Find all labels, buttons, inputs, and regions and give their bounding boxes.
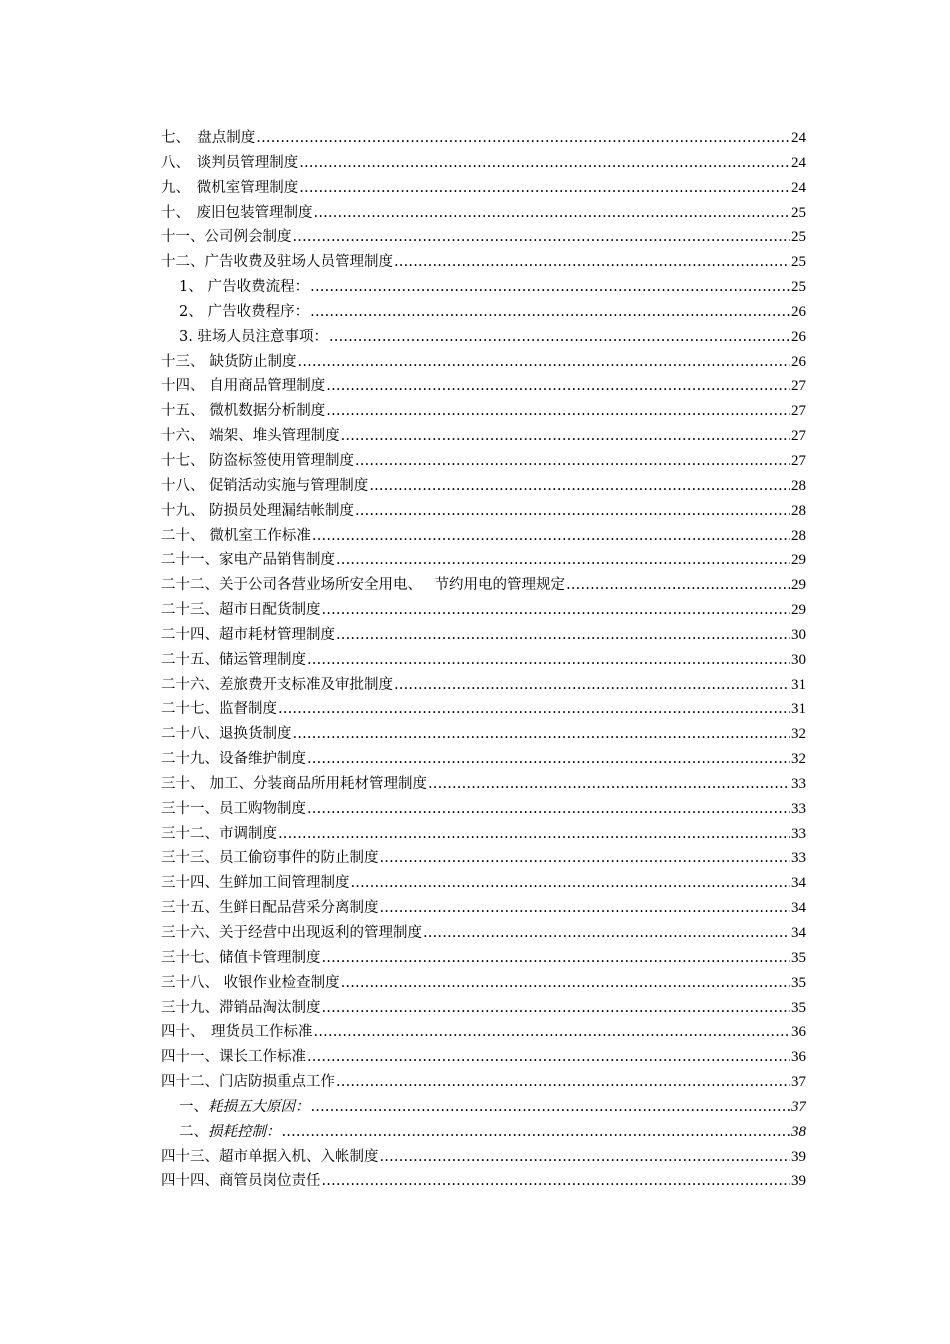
toc-entry-title: 理货员工作标准 — [211, 1024, 313, 1041]
toc-entry-number: 四十、 — [161, 1024, 205, 1041]
toc-leader-dots — [326, 374, 790, 399]
toc-entry-number: 二十七、 — [161, 701, 219, 718]
toc-entry-page: 34 — [791, 925, 806, 941]
toc-entry[interactable] — [161, 548, 806, 573]
toc-entry-title: 差旅费开支标准及审批制度 — [219, 676, 393, 693]
toc-entry[interactable] — [161, 623, 806, 648]
toc-entry-page: 25 — [791, 279, 806, 296]
toc-entry-page: 33 — [791, 800, 806, 817]
toc-entry-title: 门店防损重点工作 — [219, 1074, 335, 1091]
toc-entry-page: 35 — [791, 949, 806, 966]
toc-entry[interactable] — [161, 474, 806, 499]
toc-entry-number: 四十三、 — [161, 1148, 219, 1165]
toc-entry[interactable] — [161, 201, 806, 226]
toc-entry[interactable] — [161, 499, 806, 524]
toc-entry-page: 27 — [791, 378, 806, 395]
toc-entry[interactable] — [161, 871, 806, 896]
toc-entry-title: 端架、堆头管理制度 — [209, 428, 340, 445]
toc-entry[interactable] — [161, 747, 806, 772]
toc-entry-title: 废旧包装管理制度 — [196, 204, 313, 221]
toc-entry-page: 39 — [791, 1173, 806, 1190]
toc-entry-page: 28 — [791, 477, 806, 494]
toc-entry-number: 四十四、 — [161, 1173, 219, 1190]
toc-leader-dots — [298, 350, 790, 375]
toc-entry-page: 24 — [791, 154, 806, 171]
toc-entry-page: 35 — [791, 999, 806, 1016]
toc-entry[interactable] — [161, 722, 806, 747]
toc-entry-page: 34 — [791, 875, 806, 892]
toc-entry-title: 防盗标签使用管理制度 — [208, 452, 354, 469]
toc-leader-dots — [336, 548, 790, 573]
toc-entry[interactable] — [161, 176, 806, 201]
toc-entry-page: 29 — [791, 602, 806, 619]
toc-entry-title: 耗损五大原因： — [208, 1098, 310, 1115]
toc-leader-dots — [322, 598, 791, 623]
toc-leader-dots — [326, 399, 790, 424]
toc-leader-dots — [256, 126, 790, 151]
toc-entry-page: 36 — [791, 1049, 806, 1066]
toc-entry-number: 二十八、 — [161, 726, 219, 743]
toc-entry[interactable] — [161, 1020, 806, 1045]
toc-entry-title: 收银作业检查制度 — [223, 974, 340, 991]
toc-entry-number: 十六、 — [161, 428, 205, 445]
toc-entry-title: 课长工作标准 — [219, 1049, 306, 1066]
toc-entry-number: 九、 — [161, 179, 190, 196]
toc-leader-dots — [369, 474, 790, 499]
toc-entry[interactable] — [161, 350, 806, 375]
toc-leader-dots — [293, 722, 791, 747]
toc-entry[interactable] — [161, 225, 806, 250]
toc-entry[interactable] — [161, 573, 806, 598]
toc-entry-number: 十、 — [161, 204, 190, 221]
toc-leader-dots — [341, 971, 790, 996]
toc-entry[interactable] — [161, 822, 806, 847]
toc-entry-title: 谈判员管理制度 — [196, 154, 299, 171]
toc-leader-dots — [278, 697, 790, 722]
toc-entry[interactable] — [161, 300, 806, 325]
toc-entry-page: 30 — [791, 626, 806, 643]
toc-entry[interactable] — [161, 151, 806, 176]
toc-entry[interactable] — [161, 424, 806, 449]
toc-leader-dots — [282, 1120, 791, 1145]
toc-entry-title: 员工购物制度 — [219, 800, 306, 817]
toc-leader-dots — [380, 1145, 791, 1170]
toc-leader-dots — [336, 1070, 790, 1095]
toc-leader-dots — [336, 623, 790, 648]
toc-leader-dots — [423, 921, 790, 946]
toc-leader-dots — [428, 772, 790, 797]
toc-entry[interactable] — [161, 275, 806, 300]
toc-entry-page: 29 — [791, 552, 806, 569]
toc-entry-number: 三十七、 — [161, 949, 219, 966]
toc-entry-title: 超市单据入机、入帐制度 — [219, 1148, 379, 1165]
toc-leader-dots — [299, 176, 790, 201]
toc-leader-dots — [341, 424, 790, 449]
toc-entry-title: 驻场人员注意事项： — [197, 328, 328, 345]
toc-entry[interactable] — [161, 598, 806, 623]
toc-entry[interactable] — [161, 449, 806, 474]
toc-entry[interactable] — [161, 846, 806, 871]
table-of-contents — [161, 126, 806, 1194]
toc-entry-number: 1、 — [179, 279, 203, 296]
toc-leader-dots — [322, 946, 791, 971]
toc-entry[interactable] — [161, 673, 806, 698]
toc-entry-number: 三十二、 — [161, 825, 219, 842]
toc-entry[interactable] — [161, 697, 806, 722]
toc-entry-title: 盘点制度 — [197, 130, 256, 146]
toc-entry-page: 35 — [791, 974, 806, 991]
toc-entry[interactable] — [161, 325, 806, 350]
toc-entry-title: 防损员处理漏结帐制度 — [208, 502, 354, 519]
toc-entry[interactable] — [161, 1095, 806, 1120]
toc-entry-title: 微机数据分析制度 — [209, 403, 326, 420]
toc-entry-number: 二、 — [179, 1123, 208, 1140]
toc-entry-title: 家电产品销售制度 — [219, 552, 335, 569]
toc-entry-title: 商管员岗位责任 — [219, 1173, 321, 1190]
toc-entry-number: 二十四、 — [161, 626, 219, 643]
toc-entry-title: 广告收费流程： — [207, 279, 310, 296]
toc-entry[interactable] — [161, 971, 806, 996]
toc-entry-title: 生鲜加工间管理制度 — [219, 875, 350, 892]
toc-entry[interactable] — [161, 1045, 806, 1070]
toc-entry-title-continued: 节约用电的管理规定 — [434, 577, 566, 594]
toc-entry-number: 十二、 — [161, 254, 205, 271]
toc-entry-page: 38 — [791, 1123, 806, 1140]
toc-entry-title: 超市耗材管理制度 — [219, 626, 335, 643]
toc-entry-title: 超市日配货制度 — [219, 602, 321, 619]
toc-entry-title: 市调制度 — [219, 825, 277, 842]
toc-entry-page: 29 — [791, 577, 806, 594]
toc-entry-number: 三十四、 — [161, 875, 219, 892]
toc-entry[interactable] — [161, 797, 806, 822]
toc-entry-number: 十八、 — [161, 477, 205, 494]
toc-entry-number: 三十五、 — [161, 900, 219, 917]
toc-leader-dots — [351, 871, 791, 896]
toc-entry-title: 缺货防止制度 — [209, 353, 297, 370]
toc-entry-title: 公司例会制度 — [204, 229, 292, 246]
toc-entry-page: 27 — [791, 403, 806, 420]
toc-entry-number: 三十一、 — [161, 800, 219, 817]
toc-entry-page: 33 — [791, 775, 806, 792]
toc-entry-number: 二十二、 — [161, 577, 219, 594]
toc-entry[interactable] — [161, 126, 806, 151]
toc-entry-title: 微机室管理制度 — [196, 179, 299, 196]
toc-entry-number: 3. — [179, 328, 193, 345]
toc-entry-number: 十九、 — [161, 502, 205, 519]
toc-entry-page: 36 — [791, 1024, 806, 1041]
toc-leader-dots — [380, 896, 791, 921]
toc-leader-dots — [380, 846, 791, 871]
toc-entry-title: 微机室工作标准 — [209, 527, 311, 544]
toc-entry-number: 三十八、 — [161, 974, 219, 991]
toc-entry[interactable] — [161, 399, 806, 424]
toc-entry-number: 二十、 — [161, 527, 205, 544]
toc-entry[interactable] — [161, 772, 806, 797]
toc-entry-number: 二十一、 — [161, 552, 219, 569]
toc-entry-number: 八、 — [161, 154, 190, 171]
toc-entry[interactable] — [161, 374, 806, 399]
toc-entry-page: 31 — [791, 676, 806, 693]
toc-entry-page: 31 — [791, 701, 806, 718]
toc-entry[interactable] — [161, 1120, 806, 1145]
toc-entry-number: 十四、 — [161, 378, 205, 395]
toc-leader-dots — [312, 524, 790, 549]
toc-entry-page: 25 — [791, 254, 806, 271]
toc-leader-dots — [310, 275, 790, 300]
toc-entry[interactable] — [161, 1145, 806, 1170]
toc-entry-title: 退换货制度 — [219, 726, 292, 743]
toc-entry-number: 一、 — [179, 1098, 208, 1115]
toc-entry-number: 十一、 — [161, 229, 205, 246]
toc-entry[interactable] — [161, 1169, 806, 1194]
toc-entry-title: 加工、分装商品所用耗材管理制度 — [209, 775, 427, 792]
toc-entry[interactable] — [161, 996, 806, 1021]
toc-entry-page: 27 — [791, 428, 806, 445]
toc-leader-dots — [311, 1095, 791, 1120]
toc-entry-title: 设备维护制度 — [219, 751, 306, 768]
toc-entry-page: 26 — [791, 353, 806, 370]
toc-leader-dots — [307, 648, 790, 673]
toc-entry-title: 生鲜日配品营采分离制度 — [219, 900, 379, 917]
toc-entry-page: 30 — [791, 651, 806, 668]
toc-entry[interactable] — [161, 524, 806, 549]
toc-entry-title: 关于经营中出现返利的管理制度 — [219, 925, 422, 941]
toc-entry-title: 广告收费程序： — [207, 303, 310, 320]
toc-entry-number: 二十五、 — [161, 651, 219, 668]
toc-entry[interactable] — [161, 921, 806, 946]
toc-entry-page: 24 — [791, 130, 806, 146]
toc-leader-dots — [293, 225, 791, 250]
toc-entry-number: 二十六、 — [161, 676, 219, 693]
toc-leader-dots — [307, 747, 790, 772]
toc-leader-dots — [329, 325, 790, 350]
toc-leader-dots — [394, 673, 790, 698]
toc-leader-dots — [355, 449, 790, 474]
toc-entry[interactable] — [161, 1070, 806, 1095]
toc-entry-number: 三十、 — [161, 775, 205, 792]
toc-leader-dots — [566, 573, 790, 598]
toc-entry[interactable] — [161, 896, 806, 921]
toc-entry-number: 三十九、 — [161, 999, 219, 1016]
toc-leader-dots — [299, 151, 790, 176]
toc-entry-page: 37 — [791, 1074, 806, 1091]
toc-entry[interactable] — [161, 648, 806, 673]
toc-entry-page: 37 — [791, 1098, 806, 1115]
toc-entry-page: 25 — [791, 229, 806, 246]
toc-entry-page: 33 — [791, 850, 806, 867]
toc-entry-page: 32 — [791, 726, 806, 743]
toc-entry-title: 促销活动实施与管理制度 — [208, 477, 369, 494]
toc-entry-number: 三十六、 — [161, 925, 219, 941]
toc-entry[interactable] — [161, 946, 806, 971]
toc-entry-page: 24 — [791, 179, 806, 196]
toc-entry-title: 储运管理制度 — [219, 651, 306, 668]
toc-entry[interactable] — [161, 250, 806, 275]
toc-entry-page: 39 — [791, 1148, 806, 1165]
toc-entry-page: 28 — [791, 527, 806, 544]
toc-entry-title: 储值卡管理制度 — [219, 949, 321, 966]
toc-entry-title: 关于公司各营业场所安全用电、 — [219, 577, 422, 594]
toc-entry-number: 2、 — [179, 303, 203, 320]
toc-entry-page: 27 — [791, 452, 806, 469]
toc-leader-dots — [322, 996, 791, 1021]
toc-leader-dots — [310, 300, 790, 325]
toc-entry-title: 员工偷窃事件的防止制度 — [219, 850, 379, 867]
toc-entry-page: 32 — [791, 751, 806, 768]
toc-leader-dots — [307, 1045, 790, 1070]
toc-entry-number: 三十三、 — [161, 850, 219, 867]
toc-entry-title: 损耗控制： — [208, 1123, 281, 1140]
toc-entry-page: 33 — [791, 825, 806, 842]
toc-entry-number: 十七、 — [161, 452, 205, 469]
toc-entry-page: 25 — [791, 204, 806, 221]
toc-leader-dots — [314, 1020, 790, 1045]
toc-entry-number: 四十二、 — [161, 1074, 219, 1091]
toc-leader-dots — [322, 1169, 791, 1194]
toc-entry-page: 26 — [791, 303, 806, 320]
toc-entry-number: 十五、 — [161, 403, 205, 420]
toc-entry-title: 滞销品淘汰制度 — [219, 999, 321, 1016]
toc-entry-number: 二十三、 — [161, 602, 219, 619]
toc-entry-number: 十三、 — [161, 353, 205, 370]
toc-leader-dots — [394, 250, 790, 275]
toc-entry-number: 二十九、 — [161, 751, 219, 768]
toc-leader-dots — [278, 822, 790, 847]
toc-entry-page: 26 — [791, 328, 806, 345]
toc-leader-dots — [307, 797, 790, 822]
toc-entry-title: 广告收费及驻场人员管理制度 — [204, 254, 393, 271]
toc-entry-title: 自用商品管理制度 — [209, 378, 326, 395]
toc-entry-title: 监督制度 — [219, 701, 277, 718]
toc-entry-number: 四十一、 — [161, 1049, 219, 1066]
toc-leader-dots — [314, 201, 790, 226]
toc-entry-page: 28 — [791, 502, 806, 519]
toc-entry-number: 七、 — [161, 130, 190, 146]
toc-entry-page: 34 — [791, 900, 806, 917]
toc-leader-dots — [355, 499, 790, 524]
